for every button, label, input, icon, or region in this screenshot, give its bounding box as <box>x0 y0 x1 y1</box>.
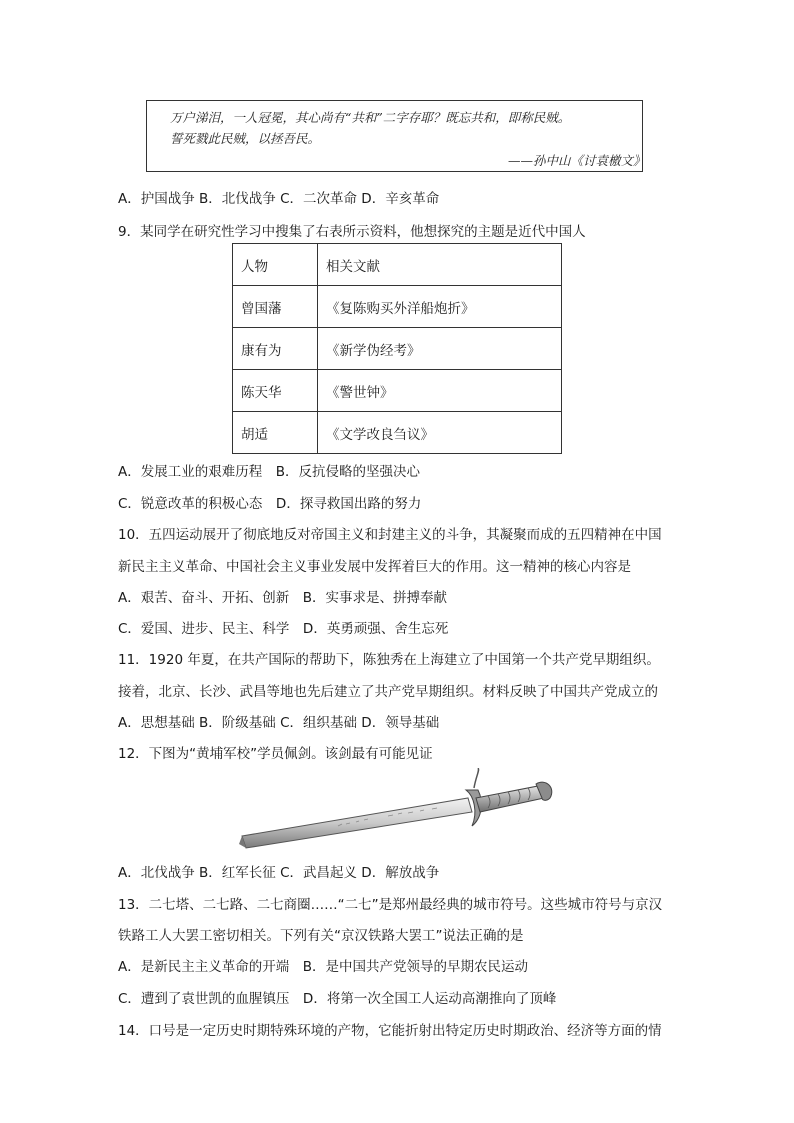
table-cell: 《新学伪经考》 <box>318 328 562 370</box>
sword-image <box>238 768 558 858</box>
q13-options-1: A．是新民主主义革命的开端 B．是中国共产党领导的早期农民运动 <box>118 959 528 975</box>
table-cell: 《文学改良刍议》 <box>318 412 562 454</box>
q11-stem-2: 接着，北京、长沙、武昌等地也先后建立了共产党早期组织。材料反映了中国共产党成立的 <box>118 684 658 700</box>
table-row <box>233 412 562 454</box>
table-header-row <box>233 244 562 286</box>
table-row <box>233 370 562 412</box>
table-row <box>233 328 562 370</box>
table-header-cell: 人物 <box>233 244 318 286</box>
q11-stem-1: 11．1920 年夏，在共产国际的帮助下，陈独秀在上海建立了中国第一个共产党早期组织。 <box>118 652 660 668</box>
q10-options-1: A．艰苦、奋斗、开拓、创新 B．实事求是、拼搏奉献 <box>118 590 447 606</box>
q13-stem-2: 铁路工人大罢工密切相关。下列有关“京汉铁路大罢工”说法正确的是 <box>118 928 524 944</box>
table-cell: 康有为 <box>233 328 318 370</box>
q10-options-2: C．爱国、进步、民主、科学 D．英勇顽强、舍生忘死 <box>118 621 449 637</box>
table-cell: 陈天华 <box>233 370 318 412</box>
q13-options-2: C．遭到了袁世凯的血腥镇压 D．将第一次全国工人运动高潮推向了顶峰 <box>118 991 557 1007</box>
q11-options: A．思想基础 B．阶级基础 C．组织基础 D．领导基础 <box>118 715 440 731</box>
table-cell: 《复陈购买外洋船炮折》 <box>318 286 562 328</box>
q14-stem-1: 14．口号是一定历史时期特殊环境的产物，它能折射出特定历史时期政治、经济等方面的情 <box>118 1023 662 1039</box>
q12-stem: 12．下图为“黄埔军校”学员佩剑。该剑最有可能见证 <box>118 746 433 762</box>
q9-table <box>232 243 562 454</box>
q9-options-2: C．锐意改革的积极心态 D．探寻救国出路的努力 <box>118 496 422 512</box>
table-cell: 《警世钟》 <box>318 370 562 412</box>
q8-options: A．护国战争 B．北伐战争 C．二次革命 D．辛亥革命 <box>118 191 440 207</box>
quote-line-1: 万户涕泪，一人冠冕，其心尚有“共和”二字存耶？既忘共和，即称民贼。 <box>170 110 571 125</box>
q9-stem: 9．某同学在研究性学习中搜集了右表所示资料，他想探究的主题是近代中国人 <box>118 224 586 240</box>
q13-stem-1: 13．二七塔、二七路、二七商圈……“二七”是郑州最经典的城市符号。这些城市符号与京汉 <box>118 897 663 913</box>
q12-options: A．北伐战争 B．红军长征 C．武昌起义 D．解放战争 <box>118 865 440 881</box>
quote-source: ——孙中山《讨袁檄文》 <box>508 153 646 168</box>
table-row <box>233 286 562 328</box>
q10-stem-2: 新民主主义革命、中国社会主义事业发展中发挥着巨大的作用。这一精神的核心内容是 <box>118 559 631 575</box>
table-cell: 胡适 <box>233 412 318 454</box>
table-header-cell: 相关文献 <box>318 244 562 286</box>
table-cell: 曾国藩 <box>233 286 318 328</box>
q9-options-1: A．发展工业的艰难历程 B．反抗侵略的坚强决心 <box>118 464 420 480</box>
quote-line-2: 誓死戮此民贼，以拯吾民。 <box>170 131 321 146</box>
q10-stem-1: 10．五四运动展开了彻底地反对帝国主义和封建主义的斗争，其凝聚而成的五四精神在中国 <box>118 527 662 543</box>
